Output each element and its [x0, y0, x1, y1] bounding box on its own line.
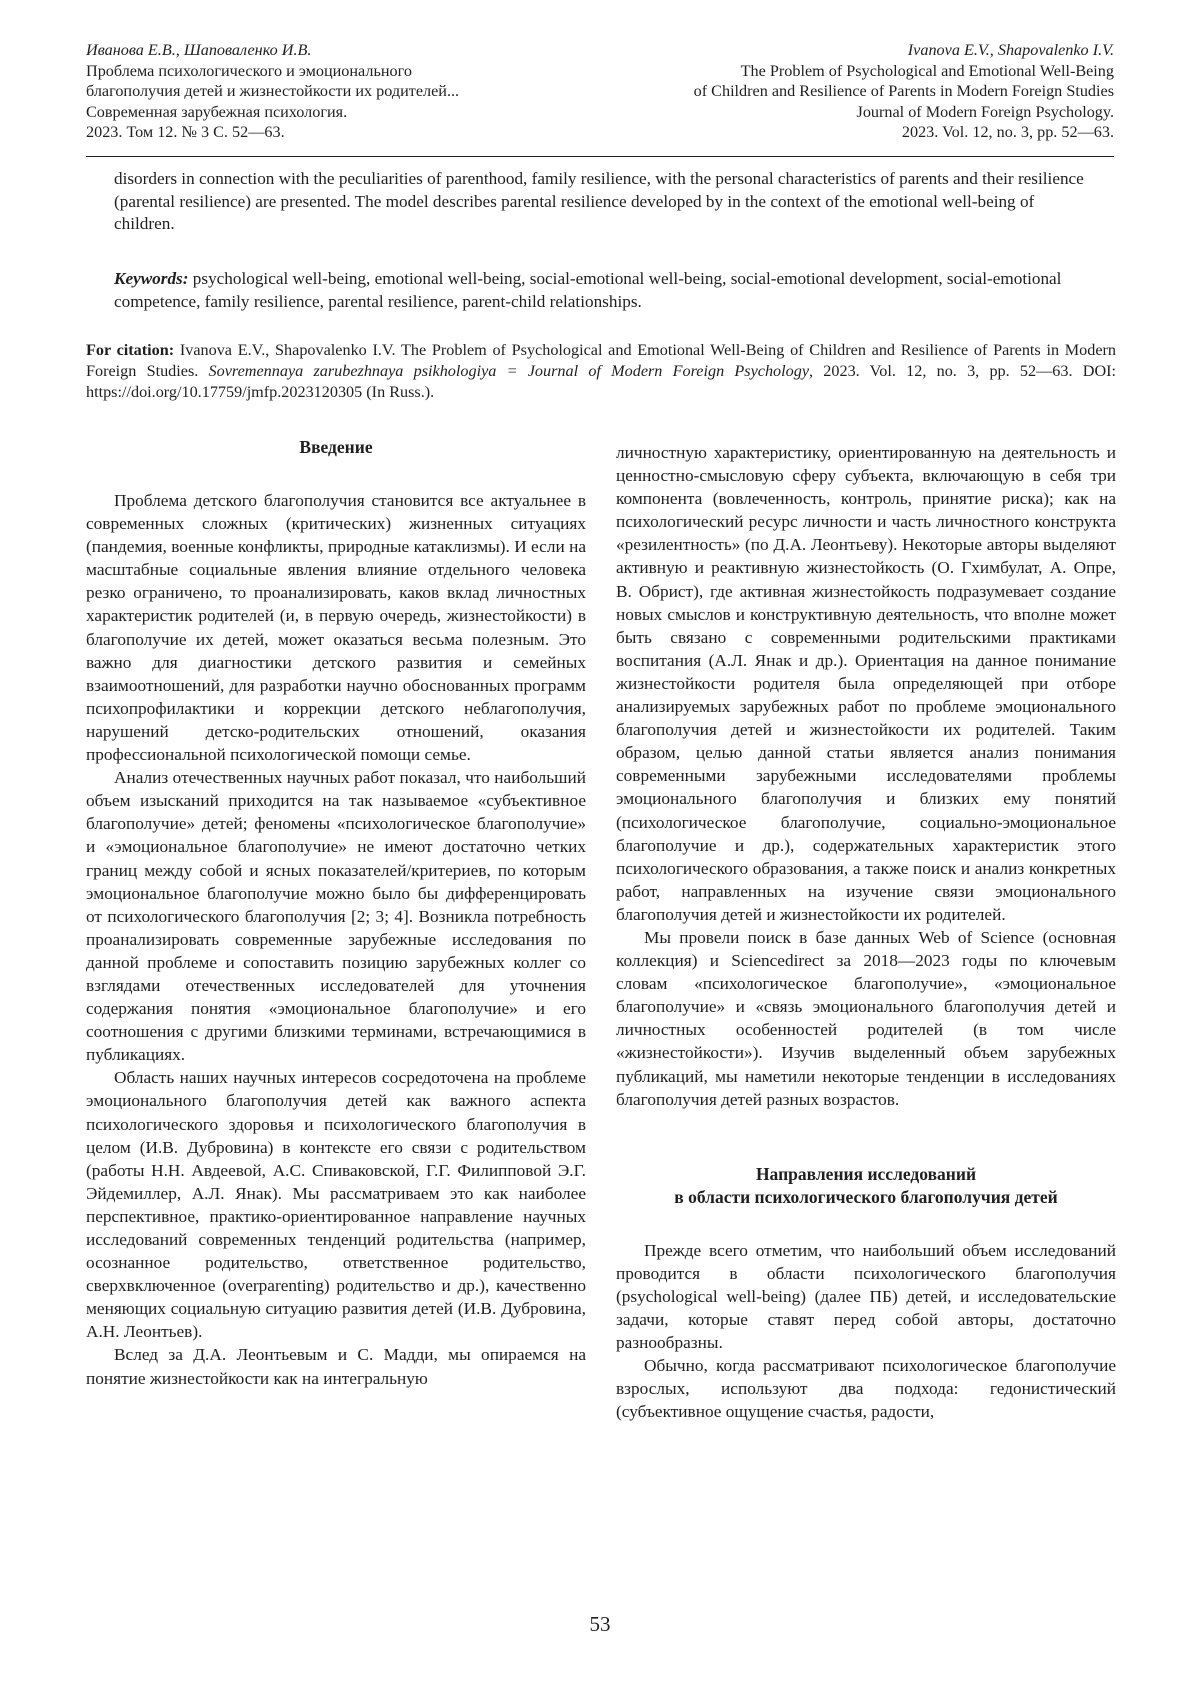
- paragraph: Область наших научных интересов сосредоточена на проблеме эмоционального благополучия детей как важного аспекта психологического здоровья и психологического благополучия в целом (И.В. Дубровина) в контексте его связи с родительством (работы Н.Н. Авдеевой, А.С. Спиваковской, Г.Г. Филипповой Э.Г. Эйдемиллер, А.Л. Янак). Мы рассматриваем это как наиболее перспективное, практико-ориентированное направление научных исследований современных тенденций родительства (например, осознанное родительство, ответственное родительство, сверхвключенное (overparenting) родительство и др.), качественно меняющих социальную ситуацию развития детей (И.В. Дубровина, А.Н. Леонтьев).: [86, 1068, 586, 1342]
- header-title-en-line1: The Problem of Psychological and Emotional Well-Being: [740, 61, 1114, 80]
- running-header-ru: [86, 40, 606, 143]
- citation-text-before: Ivanova E.V., Shapovalenko I.V. The Problem of Psychological and Emotional Well-Being of Children and Resilience of Parents in Modern Foreign Studies.: [86, 341, 1116, 380]
- header-issue-ru: 2023. Том 12. № 3 С. 52—63.: [86, 123, 285, 142]
- paragraph: Прежде всего отметим, что наибольший объем исследований проводится в области психологического благополучия (psychological well-being) (далее ПБ) детей, и исследовательские задачи, которые ставят перед собой авторы, достаточно разнообразны.: [616, 1240, 1116, 1353]
- section-heading-directions-line1: Направления исследований: [755, 1163, 977, 1184]
- header-issue-en: 2023. Vol. 12, no. 3, pp. 52—63.: [901, 123, 1114, 142]
- paragraph: Обычно, когда рассматривают психологическое благополучие взрослых, используют два подхода: гедонистический (субъективное ощущение счастья, радости,: [616, 1356, 1116, 1422]
- header-authors-en: Ivanova E.V., Shapovalenko I.V.: [907, 41, 1114, 59]
- header-journal-en: Journal of Modern Foreign Psychology.: [856, 102, 1114, 121]
- running-header-en: [554, 40, 1114, 143]
- paragraph: Проблема детского благополучия становится все актуальнее в современных сложных (критических) жизненных ситуациях (пандемия, военные конфликты, природные катаклизмы). И если на масштабные социальные явления влияние отдельного человека резко ограничено, то проанализировать, каков вклад личностных характеристик родителей (и, в первую очередь, жизнестойкости) в благополучие их детей, может оказаться весьма полезным. Это важно для диагностики детского развития и семейных взаимоотношений, для разработки научно обоснованных программ психопрофилактики и коррекции детского неблагополучия, нарушений детско-родительских отношений, оказания профессиональной психологической помощи семье.: [86, 491, 586, 765]
- section-heading-introduction: Введение: [299, 437, 373, 457]
- paragraph: Мы провели поиск в базе данных Web of Science (основная коллекция) и Sciencedirect за 2018—2023 годы по ключевым словам «психологическое благополучие», «эмоциональное благополучие» и «связь эмоционального благополучия детей и личностных особенностей родителей (в том числе «жизнестойкости»). Изучив выделенный объем зарубежных публикаций, мы наметили некоторые тенденции в исследованиях благополучия детей разных возрастов.: [616, 927, 1116, 1109]
- section-heading-directions-line2: в области психологического благополучия детей: [674, 1186, 1058, 1207]
- header-authors-ru: Иванова Е.В., Шаповаленко И.В.: [86, 41, 312, 59]
- abstract-text: disorders in connection with the peculiarities of parenthood, family resilience, with the personal characteristics of parents and their resilience (parental resilience) are presented. The model describes parental resilience developed by in the context of the emotional well-being of children.: [114, 169, 1084, 234]
- keywords: [114, 268, 1094, 313]
- header-title-ru-line1: Проблема психологического и эмоционального: [86, 61, 412, 80]
- right-column: [616, 441, 1116, 1423]
- paragraph: Вслед за Д.А. Леонтьевым и С. Мадди, мы опираемся на понятие жизнестойкости как на интегральную: [86, 1345, 586, 1388]
- keywords-text: psychological well-being, emotional well-being, social-emotional well-being, social-emotional development, social-emotional competence, family resilience, parental resilience, parent-child relationships.: [114, 269, 1062, 311]
- left-column: [86, 436, 586, 1390]
- keywords-label: Keywords:: [114, 269, 189, 288]
- header-divider: [86, 156, 1114, 157]
- paragraph: личностную характеристику, ориентированную на деятельность и ценностно-смысловую сферу субъекта, включающую в себя три компонента (вовлеченность, контроль, принятие риска); как на психологический ресурс личности и часть личностного конструкта «резилентность» (по Д.А. Леонтьеву). Некоторые авторы выделяют активную и реактивную жизнестойкость (О. Гхимбулат, А. Опре, В. Обрист), где активная жизнестойкость подразумевает создание новых смыслов и конструктивную деятельность, что вполне может быть связано с современными родительскими практиками воспитания (А.Л. Янак и др.). Ориентация на данное понимание жизнестойкости родителя была определяющей при отборе анализируемых зарубежных работ по проблеме эмоционального благополучия детей и жизнестойкости их родителей. Таким образом, целью данной статьи является анализ понимания современными зарубежными исследователями проблемы эмоционального благополучия и близких ему понятий (психологическое благополучие, социально-эмоциональное благополучие и др.), содержательных характеристик этого психологического образования, а также поиск и анализ конкретных работ, направленных на изучение связи эмоционального благополучия детей и жизнестойкости их родителей.: [616, 443, 1116, 924]
- citation-journal: Sovremennaya zarubezhnaya psikhologiya = Journal of Modern Foreign Psychology: [208, 362, 810, 380]
- section-heading-directions: [616, 1163, 1116, 1209]
- header-title-en-line2: of Children and Resilience of Parents in Modern Foreign Studies: [693, 82, 1114, 101]
- paragraph: Анализ отечественных научных работ показал, что наибольший объем изысканий приходится на так называемое «субъективное благополучие» детей; феномены «психологическое благополучие» и «эмоциональное благополучие» не имеют достаточно четких границ между собой и ясных показателей/критериев, по которым эмоциональное благополучие можно было бы дифференцировать от психологического благополучия [2; 3; 4]. Возникла потребность проанализировать современные зарубежные исследования по данной проблеме и сопоставить позицию зарубежных коллег со взглядами отечественных исследователей для уточнения содержания понятия «эмоциональное благополучие» и его соотношения с другими близкими терминами, встречающимися в публикациях.: [86, 768, 586, 1065]
- citation-text-after: , 2023. Vol. 12, no. 3, pp. 52—63. DOI: https://doi.org/10.17759/jmfp.2023120305 (In Russ.).: [86, 362, 1117, 401]
- citation: [86, 340, 1116, 403]
- page-number: 53: [589, 1612, 611, 1636]
- header-title-ru-line2: благополучия детей и жизнестойкости их родителей...: [86, 82, 460, 101]
- citation-label: For citation:: [86, 341, 175, 359]
- header-journal-ru: Современная зарубежная психология.: [86, 102, 348, 121]
